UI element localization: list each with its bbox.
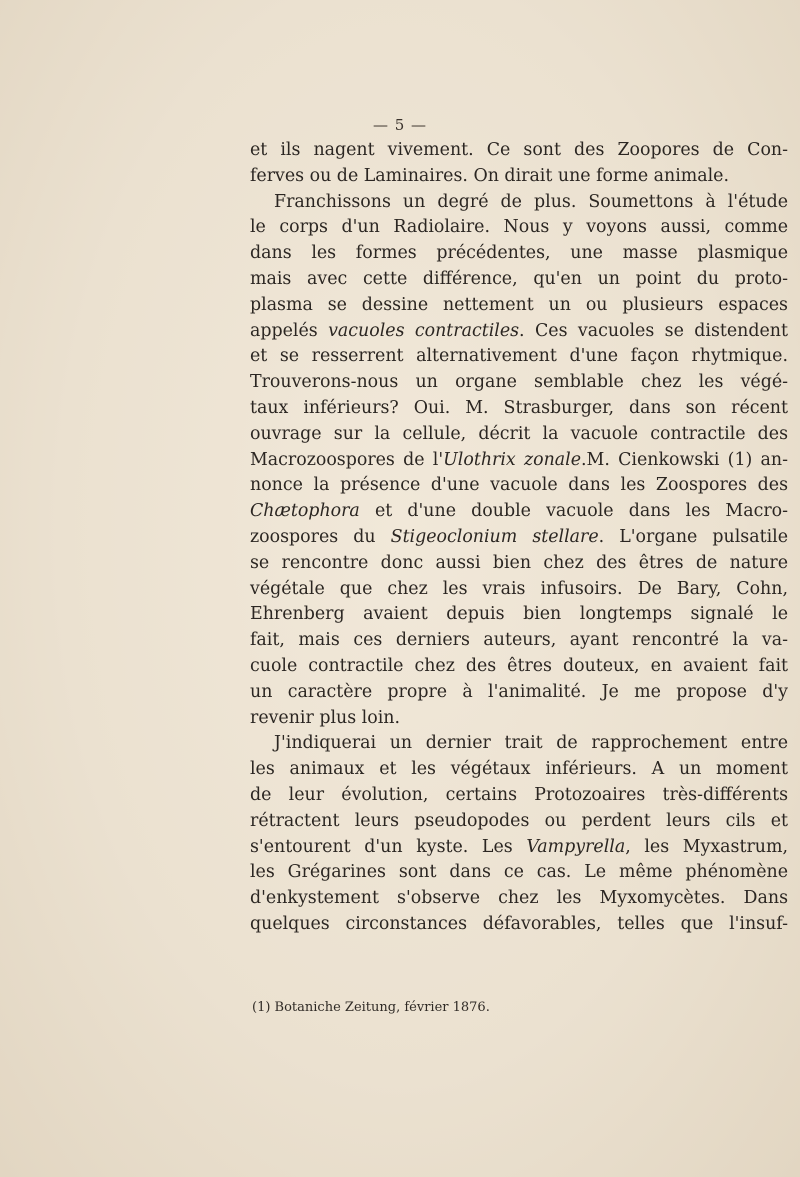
text-segment: fait, mais ces derniers auteurs, ayant rencontré la va- — [250, 630, 788, 651]
text-segment: Trouverons-nous un organe semblable chez les végé- — [250, 372, 788, 393]
italic-text: Chætophora — [250, 501, 360, 522]
text-segment: se rencontre donc aussi bien chez des êtres de nature — [250, 552, 788, 573]
text-line — [250, 370, 788, 396]
text-segment: dans les formes précédentes, une masse plasmique — [250, 243, 788, 264]
text-segment: un caractère propre à l'animalité. Je me propose d'y — [250, 681, 788, 702]
text-line — [250, 783, 788, 809]
text-line — [250, 448, 788, 474]
page-number: — 5 — — [372, 116, 428, 134]
text-segment: ferves ou de Laminaires. On dirait une forme animale. — [250, 165, 730, 186]
text-segment: et d'une double vacuole dans les Macro- — [359, 501, 788, 522]
text-line — [250, 577, 788, 603]
text-line — [250, 499, 788, 525]
text-segment: Franchissons un degré de plus. Soumettons à l'étude — [274, 191, 788, 212]
text-segment: les Grégarines sont dans ce cas. Le même phénomène — [250, 862, 788, 883]
text-segment: Macrozoospores de l' — [250, 449, 444, 470]
text-segment: cuole contractile chez des êtres douteux, en avaient fait — [250, 655, 788, 676]
text-segment: s'entourent d'un kyste. Les — [250, 836, 527, 857]
text-segment: mais avec cette différence, qu'en un point du proto- — [250, 268, 788, 289]
text-segment: et ils nagent vivement. Ce sont des Zoopores de Con- — [250, 140, 788, 160]
text-segment: . L'organe pulsatile — [598, 526, 788, 547]
italic-text: Vampyrella — [526, 836, 626, 857]
text-line — [250, 525, 788, 551]
text-line — [250, 164, 788, 190]
text-line — [250, 809, 788, 835]
italic-text: Ulothrix zonale — [443, 449, 582, 470]
text-segment: le corps d'un Radiolaire. Nous y voyons aussi, comme — [250, 217, 788, 238]
body-text — [250, 138, 788, 938]
text-line — [250, 602, 788, 628]
text-segment: J'indiquerai un dernier trait de rapprochement entre — [274, 733, 788, 754]
text-segment: nonce la présence d'une vacuole dans les Zoospores des — [250, 475, 788, 496]
text-line — [250, 396, 788, 422]
text-segment: de leur évolution, certains Protozoaires très-différents — [250, 784, 788, 805]
text-line — [250, 190, 788, 216]
italic-text: vacuoles contractiles — [328, 320, 520, 341]
text-segment: , les Myxastrum, — [625, 836, 788, 857]
text-line — [250, 654, 788, 680]
footnote: (1) Botaniche Zeitung, février 1876. — [252, 1000, 490, 1015]
text-line — [250, 267, 788, 293]
text-line — [250, 860, 788, 886]
text-segment: zoospores du — [250, 526, 391, 547]
text-line — [250, 628, 788, 654]
text-line — [250, 706, 788, 732]
text-line — [250, 912, 788, 938]
text-segment: plasma se dessine nettement un ou plusieurs espaces — [250, 294, 788, 315]
text-segment: appelés — [250, 320, 329, 341]
text-segment: taux inférieurs? Oui. M. Strasburger, dans son récent — [250, 397, 788, 418]
text-line — [250, 138, 788, 164]
text-line — [250, 680, 788, 706]
text-line — [250, 551, 788, 577]
text-segment: rétractent leurs pseudopodes ou perdent leurs cils et — [250, 810, 788, 831]
text-segment: ouvrage sur la cellule, décrit la vacuole contractile des — [250, 423, 788, 444]
italic-text: Stigeoclonium stellare — [390, 526, 599, 547]
text-segment: revenir plus loin. — [250, 707, 400, 728]
text-line — [250, 293, 788, 319]
text-segment: les animaux et les végétaux inférieurs. A un moment — [250, 759, 788, 780]
text-line — [250, 886, 788, 912]
text-segment: . Ces vacuoles se distendent — [519, 320, 788, 341]
text-line — [250, 215, 788, 241]
text-line — [250, 473, 788, 499]
text-segment: végétale que chez les vrais infusoirs. De Bary, Cohn, — [250, 578, 788, 599]
text-line — [250, 731, 788, 757]
text-segment: d'enkystement s'observe chez les Myxomycètes. Dans — [250, 888, 788, 909]
text-line — [250, 241, 788, 267]
text-segment: quelques circonstances défavorables, telles que l'insuf- — [250, 913, 788, 934]
text-line — [250, 835, 788, 861]
text-line — [250, 757, 788, 783]
text-line — [250, 422, 788, 448]
text-segment: Ehrenberg avaient depuis bien longtemps signalé le — [250, 604, 788, 625]
text-line — [250, 319, 788, 345]
text-segment: et se resserrent alternativement d'une façon rhytmique. — [250, 346, 788, 367]
text-segment: .M. Cienkowski (1) an- — [581, 449, 788, 470]
text-line — [250, 344, 788, 370]
